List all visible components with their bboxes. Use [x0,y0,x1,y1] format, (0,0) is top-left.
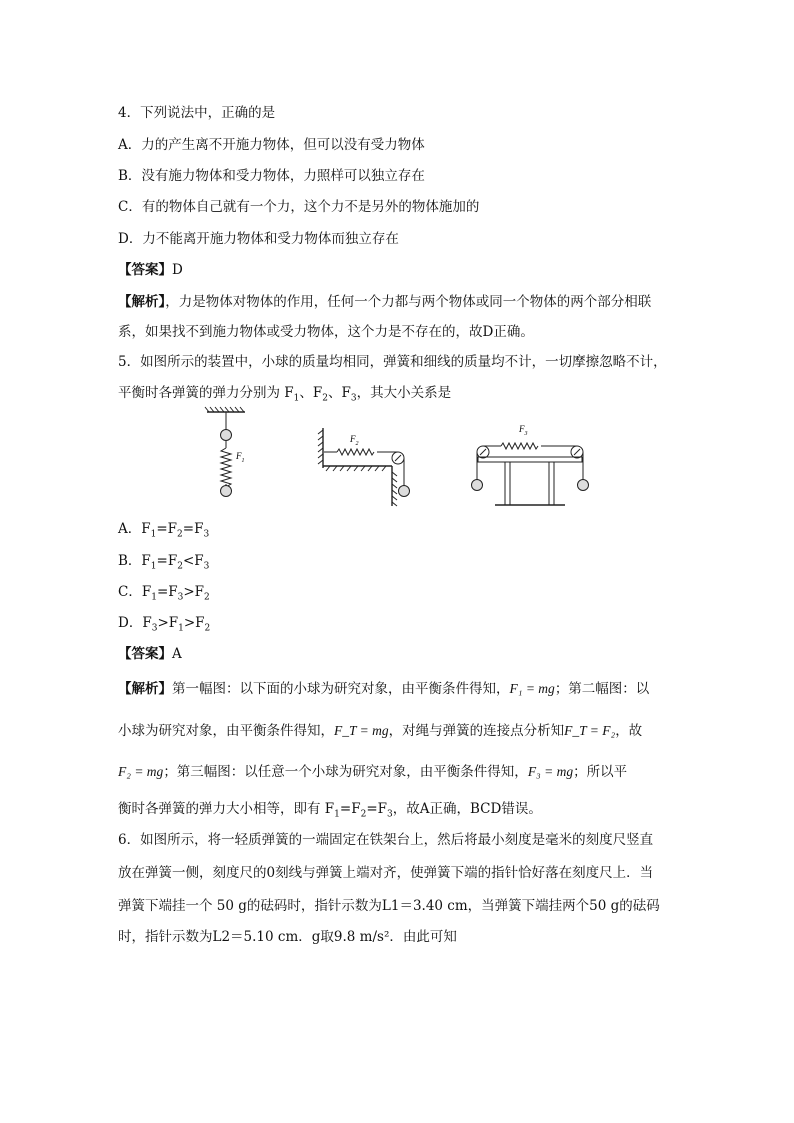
sub: 1 [150,529,157,540]
sub: 2 [177,529,183,540]
sub: 3 [203,529,210,540]
q5-option-c [118,582,210,608]
figure-2-horizontal-spring [318,428,410,506]
answer-label: 【答案】 [118,646,172,662]
answer-value: A [172,646,182,662]
q5-option-a [118,519,209,545]
stem-text: ，其大小关系是 [356,385,452,401]
answer-label: 【答案】 [118,262,172,278]
equation: F₂ = mg [118,764,164,779]
q5-answer [118,644,182,664]
analysis-text: ；所以平 [573,764,628,780]
sub: 2 [360,809,367,820]
q4-answer [118,260,183,280]
answer-value: D [172,262,183,278]
q4-analysis-line-1 [118,292,651,312]
q5-analysis-line-3 [118,762,627,782]
stem-text: 平衡时各弹簧的弹力分别为 F [118,385,294,401]
q5-analysis-line-2 [118,721,642,741]
equation: F_T = mg [334,723,389,738]
sub: 3 [151,623,158,634]
opt-text: =F [156,584,178,600]
sub: 2 [177,561,183,572]
equation: F_T = F₂ [564,723,616,738]
analysis-text: ，对绳与弹簧的连接点分析知 [388,723,565,739]
opt-text: <F [182,553,204,569]
q4-option-c: C．有的物体自己就有一个力，这个力不是另外的物体施加的 [118,199,480,215]
q4-analysis-line-2: 系，如果找不到施力物体或受力物体，这个力是不存在的，故D正确。 [118,324,534,340]
f1-label: $F_1$ [236,451,245,464]
figure-3-table-spring [472,443,589,505]
q5-option-d [118,613,210,639]
sub: 3 [203,561,210,572]
opt-text: >F [157,615,179,631]
analysis-text: 第一幅图：以下面的小球为研究对象，由平衡条件得知， [172,681,510,697]
q6-line-1: 6．如图所示，将一轻质弹簧的一端固定在铁架台上，然后将最小刻度是毫米的刻度尺竖直 [118,832,654,848]
opt-text: >F [183,584,205,600]
sub: 3 [177,592,184,603]
q6-line-2: 放在弹簧一侧，刻度尺的0刻线与弹簧上端对齐，使弹簧下端的指针恰好落在刻度尺上．当 [118,865,654,881]
sub: 1 [150,561,157,572]
analysis-text: =F [366,801,388,817]
analysis-label: 【解析】 [118,681,172,697]
stem-text: 、F [299,385,323,401]
q6-line-3: 弹簧下端挂一个 50 g的砝码时，指针示数为L1＝3.40 cm，当弹簧下端挂两个50 g的砝码 [118,898,660,914]
opt-text: B．F [118,553,151,569]
sub: 3 [387,809,393,820]
q4-option-d: D．力不能离开施力物体和受力物体而独立存在 [118,231,399,247]
opt-text: =F [156,521,178,537]
sub: 3 [350,393,357,404]
f3-label: $F_3$ [519,424,528,437]
sub: 2 [204,592,210,603]
opt-text: C．F [118,584,152,600]
equation: F₃ = mg [527,764,574,779]
q4-stem: 4．下列说法中，正确的是 [118,105,276,121]
sub: 2 [322,393,329,404]
sub: 1 [334,809,340,820]
analysis-text: ，力是物体对物体的作用，任何一个力都与两个物体或同一个物体的两个部分相联 [165,294,652,310]
stem-text: 、F [328,385,351,401]
q5-analysis-line-4 [118,799,542,825]
analysis-text: 衡时各弹簧的弹力大小相等，即有 F [118,801,335,817]
analysis-text: ，故A正确，BCD错误。 [392,801,542,817]
sub: 1 [293,393,300,404]
analysis-text: ；第三幅图：以任意一个小球为研究对象，由平衡条件得知， [163,764,528,780]
analysis-text: ；第二幅图：以 [554,681,650,697]
opt-text: =F [156,553,178,569]
sub: 2 [204,623,211,634]
q5-option-b [118,551,209,577]
q5-analysis-line-1 [118,679,649,699]
opt-text: A．F [118,521,151,537]
sub: 1 [178,623,184,634]
q4-option-b: B．没有施力物体和受力物体，力照样可以独立存在 [118,168,425,184]
f2-label: $F_2$ [350,434,359,447]
analysis-text: =F [339,801,361,817]
q6-line-4: 时，指针示数为L2＝5.10 cm．g取9.8 m/s²．由此可知 [118,929,457,945]
opt-text: >F [183,615,205,631]
opt-text: =F [182,521,204,537]
q5-figure [0,400,794,520]
sub: 1 [151,592,157,603]
analysis-text: 小球为研究对象，由平衡条件得知， [118,723,334,739]
q4-option-a: A．力的产生离不开施力物体，但可以没有受力物体 [118,137,425,153]
analysis-text: ，故 [615,723,643,739]
opt-text: D．F [118,615,152,631]
q5-stem-line-1: 5．如图所示的装置中，小球的质量均相同，弹簧和细线的质量均不计，一切摩擦忽略不计， [118,354,667,370]
analysis-label: 【解析】 [118,294,166,310]
equation: F₁ = mg [509,681,555,696]
